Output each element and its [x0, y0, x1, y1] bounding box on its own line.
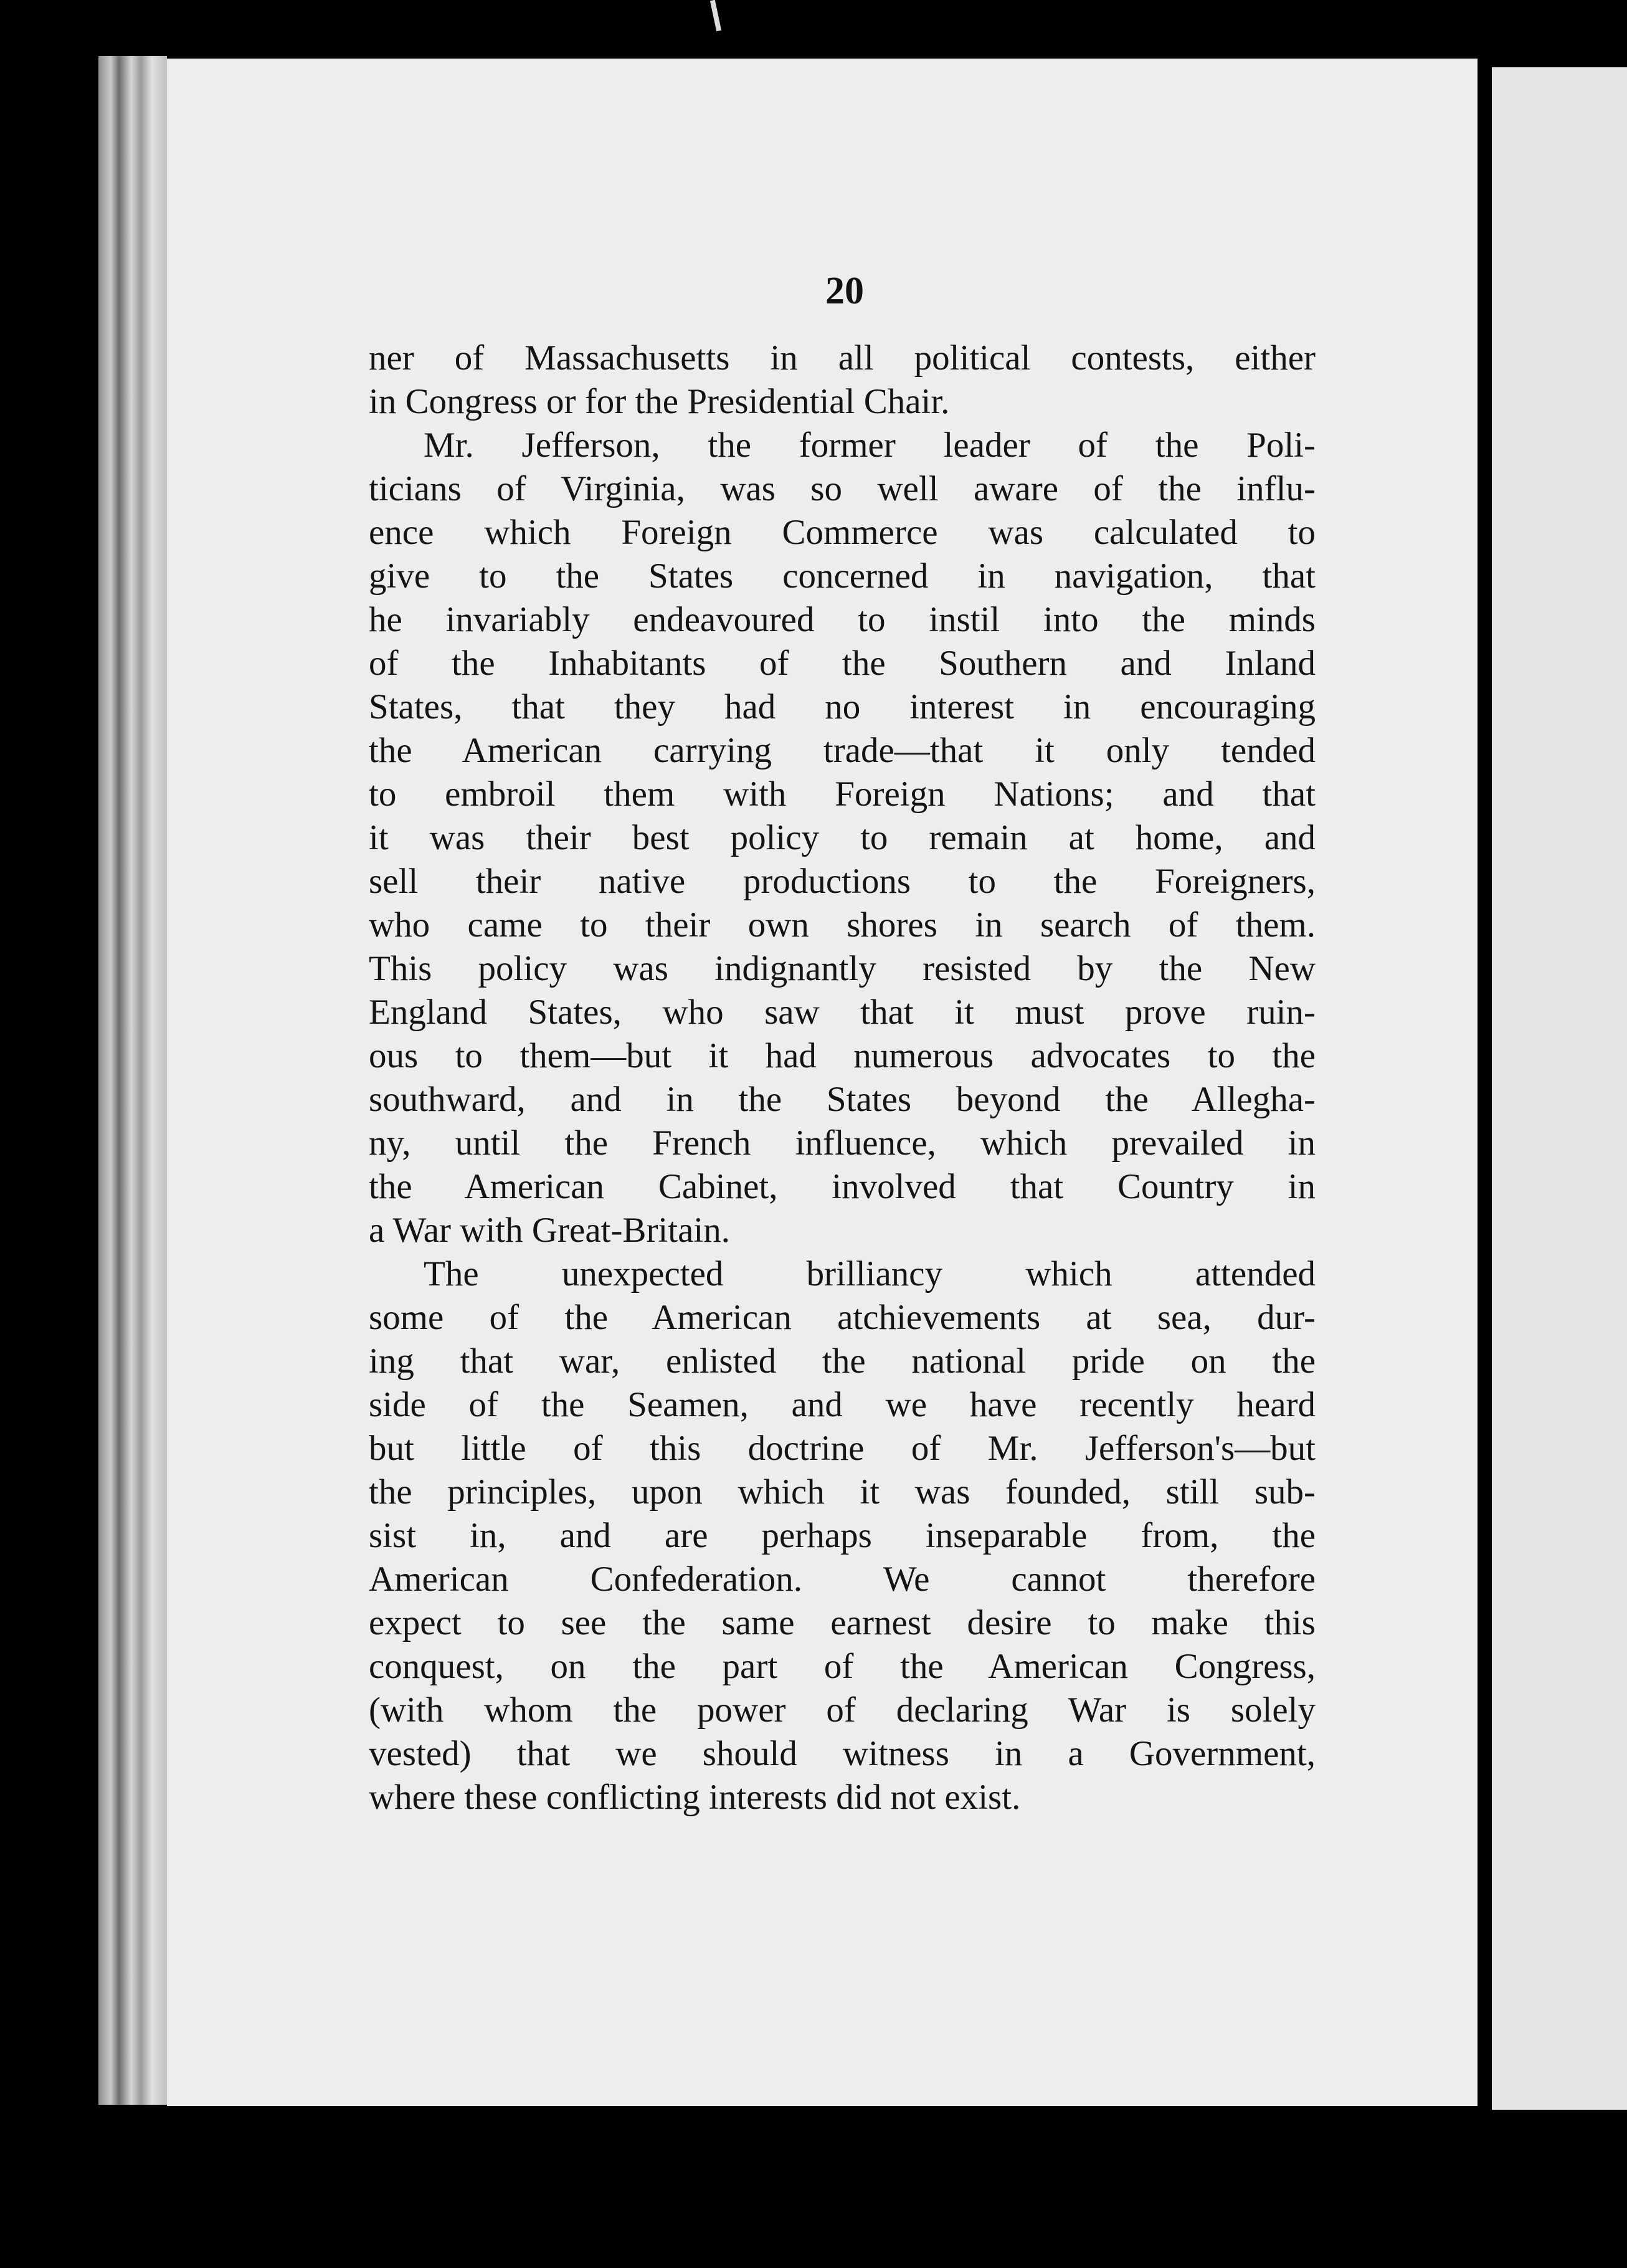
facing-page-edge [1492, 67, 1627, 2110]
text-line: ticians of Virginia, was so well aware of the influ- [369, 469, 1316, 508]
text-line: the American Cabinet, involved that Country in [369, 1167, 1316, 1206]
text-line: to embroil them with Foreign Nations; and that [369, 774, 1316, 814]
text-line: he invariably endeavoured to instil into the minds [369, 600, 1316, 639]
text-line: southward, and in the States beyond the Allegha- [369, 1080, 1316, 1119]
text-line: ence which Foreign Commerce was calculated to [369, 513, 1316, 552]
text-line: side of the Seamen, and we have recently heard [369, 1385, 1316, 1424]
text-line: in Congress or for the Presidential Chair. [369, 382, 950, 421]
text-line: This policy was indignantly resisted by the New [369, 949, 1316, 988]
text-line: of the Inhabitants of the Southern and Inland [369, 644, 1316, 683]
text-line: the American carrying trade—that it only tended [369, 731, 1316, 770]
text-line: ing that war, enlisted the national pride on the [369, 1341, 1316, 1381]
text-line: England States, who saw that it must prove ruin- [369, 993, 1316, 1032]
body-text [369, 336, 1316, 1819]
text-line: American Confederation. We cannot therefore [369, 1560, 1316, 1599]
text-line: conquest, on the part of the American Congress, [369, 1647, 1316, 1686]
text-line: ner of Massachusetts in all political contests, either [369, 338, 1316, 378]
text-line: give to the States concerned in navigation, that [369, 556, 1316, 596]
text-line: but little of this doctrine of Mr. Jefferson's—but [369, 1429, 1316, 1468]
text-line: where these conflicting interests did not exist. [369, 1778, 1021, 1817]
page-number: 20 [825, 270, 864, 312]
text-line: (with whom the power of declaring War is solely [369, 1690, 1316, 1730]
book-page-edge [98, 56, 167, 2105]
text-line: The unexpected brilliancy which attended [424, 1254, 1316, 1294]
text-line: ous to them—but it had numerous advocates to the [369, 1036, 1316, 1075]
text-line: it was their best policy to remain at home, and [369, 818, 1316, 857]
text-line: a War with Great-Britain. [369, 1211, 730, 1250]
text-line: States, that they had no interest in encouraging [369, 687, 1316, 727]
text-line: ny, until the French influence, which prevailed in [369, 1123, 1316, 1163]
text-line: who came to their own shores in search of them. [369, 905, 1316, 945]
text-line: expect to see the same earnest desire to make this [369, 1603, 1316, 1642]
text-line: Mr. Jefferson, the former leader of the Poli- [424, 426, 1316, 465]
text-line: vested) that we should witness in a Government, [369, 1734, 1316, 1773]
page-crease-mark [710, 0, 721, 31]
text-line: sell their native productions to the Foreigners, [369, 862, 1316, 901]
text-line: sist in, and are perhaps inseparable from, the [369, 1516, 1316, 1555]
text-line: some of the American atchievements at sea, dur- [369, 1298, 1316, 1337]
text-line: the principles, upon which it was founded, still sub- [369, 1472, 1316, 1512]
